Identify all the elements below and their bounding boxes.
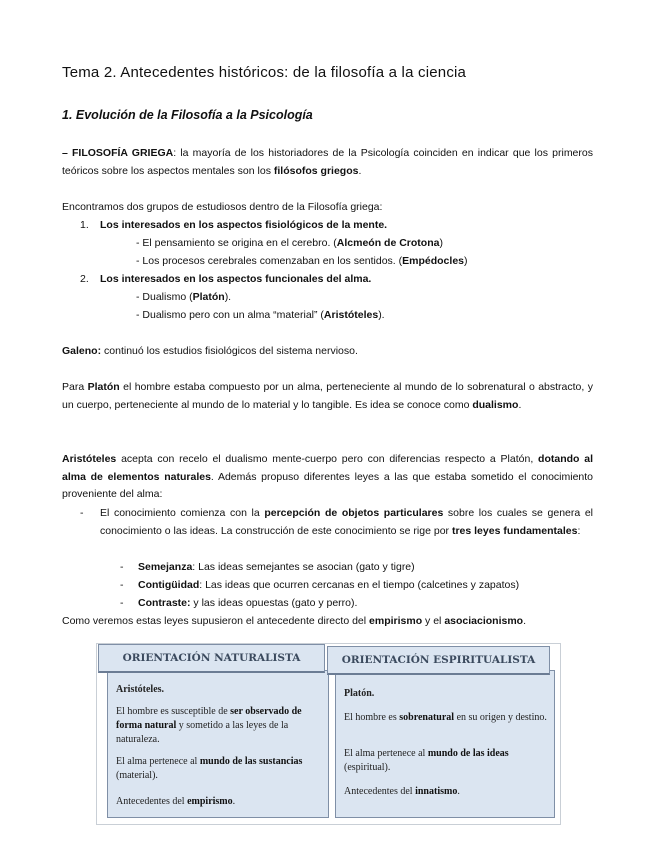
- group-1-item-1-end: ): [439, 237, 443, 249]
- conclusion-t3: .: [523, 615, 527, 627]
- platon-paragraph: [62, 379, 593, 414]
- intro-paragraph: [62, 145, 593, 180]
- platon-b1: Platón: [87, 381, 120, 393]
- naturalista-p3-b1: empirismo: [187, 796, 233, 807]
- espiritualista-p3-t1: Antecedentes del: [344, 786, 416, 797]
- law-contiguidad: [138, 577, 519, 595]
- platon-t3: .: [518, 398, 522, 411]
- platon-t1: Para: [62, 381, 88, 393]
- intro-end: .: [358, 164, 362, 177]
- naturalista-p1-t2: y sometido a las leyes de la naturaleza.: [116, 720, 289, 745]
- group-1-item-1-text: - El pensamiento se origina en el cerebro. (: [136, 237, 337, 249]
- law-semejanza: [138, 559, 415, 577]
- group-2-item-2: [136, 307, 385, 325]
- espiritualista-column: [335, 670, 555, 818]
- knowledge-t1: El conocimiento comienza con la: [100, 507, 265, 519]
- group-1-item-1-bold: Alcmeón de Crotona: [336, 237, 440, 249]
- knowledge-b2: tres leyes fundamentales: [451, 524, 578, 537]
- naturalista-p2-t2: (material).: [116, 770, 158, 781]
- galeno-paragraph: [62, 343, 358, 361]
- espiritualista-p1: [344, 711, 548, 725]
- law-2-dash: -: [120, 579, 124, 591]
- naturalista-p3-t1: Antecedentes del: [116, 796, 188, 807]
- espiritualista-name: Platón.: [344, 688, 375, 699]
- group-1-item-2-bold: Empédocles: [402, 255, 464, 267]
- naturalista-header: ORIENTACIÓN NATURALISTA: [98, 644, 325, 673]
- group-1-item-2-end: ): [464, 255, 468, 267]
- intro-dash: –: [62, 147, 73, 159]
- aristoteles-t2: . Además propuso diferentes leyes a las que estaba sometido el conocimiento proveniente del alma:: [62, 470, 594, 500]
- group-2-item-2-end: ).: [378, 309, 385, 321]
- espiritualista-p1-b1: sobrenatural: [399, 712, 455, 723]
- aristoteles-b1: Aristóteles: [62, 453, 117, 465]
- group-1-item-2: [136, 253, 468, 271]
- naturalista-p1-t1: El hombre es susceptible de: [116, 706, 231, 717]
- naturalista-p3: [116, 795, 322, 809]
- naturalista-column: [107, 670, 329, 818]
- law-1-bold: Semejanza: [138, 561, 193, 573]
- conclusion-paragraph: [62, 613, 526, 631]
- espiritualista-p3: [344, 785, 548, 799]
- aristoteles-paragraph: [62, 451, 593, 504]
- conclusion-t2: y el: [422, 615, 445, 627]
- law-3-text: y las ideas opuestas (gato y perro).: [190, 597, 358, 609]
- group-1-number: 1.: [80, 219, 89, 231]
- conclusion-b2: asociacionismo: [444, 615, 524, 627]
- group-1-label: Los interesados en los aspectos fisiológicos de la mente.: [100, 219, 388, 231]
- group-2-item-1-bold: Platón: [192, 291, 225, 303]
- law-2-bold: Contigüidad: [138, 579, 200, 591]
- law-3-dash: -: [120, 597, 124, 609]
- naturalista-p2-b1: mundo de las sustancias: [199, 756, 303, 767]
- group-2-label: Los interesados en los aspectos funcionales del alma.: [100, 273, 372, 285]
- espiritualista-p1-t2: en su origen y destino.: [454, 712, 547, 723]
- law-2-text: : Las ideas que ocurren cercanas en el tiempo (calcetines y zapatos): [199, 579, 520, 591]
- group-2-item-1-end: ).: [224, 291, 232, 303]
- intro-text: : la mayoría de los historiadores de la Psicología coinciden en indicar que los primeros teóricos sobre los aspectos mentales son los: [62, 147, 593, 177]
- platon-t2: el hombre estaba compuesto por un alma, perteneciente al mundo de lo sobrenatural o abstracto, y un cuerpo, perteneciente al mundo de lo material y lo tangible. Es idea se conoce como: [62, 381, 593, 411]
- law-1-dash: -: [120, 561, 124, 573]
- group-2-item-1: [136, 289, 231, 307]
- group-2-item-2-text: - Dualismo pero con un alma “material” (: [136, 309, 324, 321]
- group-1-item-1: [136, 235, 443, 253]
- naturalista-p3-t2: .: [232, 796, 236, 807]
- espiritualista-p2-t1: El alma pertenece al: [344, 748, 428, 759]
- platon-b2: dualismo: [472, 398, 519, 411]
- espiritualista-header: ORIENTACIÓN ESPIRITUALISTA: [327, 646, 550, 675]
- naturalista-p1-b1: ser observado de forma natural: [116, 706, 302, 731]
- intro-bold-end: filósofos griegos: [273, 164, 359, 177]
- conclusion-b1: empirismo: [369, 615, 423, 627]
- group-1-item-2-text: - Los procesos cerebrales comenzaban en los sentidos. (: [136, 255, 403, 267]
- espiritualista-p1-t1: El hombre es: [344, 712, 400, 723]
- espiritualista-p2: [344, 747, 548, 775]
- comparison-table: [96, 643, 561, 825]
- group-2-number: 2.: [80, 273, 89, 285]
- aristoteles-b2: dotando al alma de elementos naturales: [62, 453, 593, 483]
- section-heading: 1. Evolución de la Filosofía a la Psicología: [62, 108, 313, 122]
- law-3-bold: Contraste:: [138, 597, 191, 609]
- espiritualista-p3-b1: innatismo: [415, 786, 458, 797]
- conclusion-t1: Como veremos estas leyes supusieron el antecedente directo del: [62, 615, 370, 627]
- espiritualista-p3-t2: .: [457, 786, 460, 797]
- espiritualista-p2-t2: (espiritual).: [344, 762, 391, 773]
- knowledge-t3: :: [577, 524, 581, 537]
- knowledge-b1: percepción de objetos particulares: [264, 507, 444, 519]
- document-title: Tema 2. Antecedentes históricos: de la filosofía a la ciencia: [62, 64, 467, 81]
- galeno-text: continuó los estudios fisiológicos del sistema nervioso.: [101, 345, 358, 357]
- naturalista-name: Aristóteles.: [116, 684, 165, 695]
- intro-label: FILOSOFÍA GRIEGA: [72, 147, 174, 159]
- naturalista-p2-t1: El alma pertenece al: [116, 756, 200, 767]
- aristoteles-t1: acepta con recelo el dualismo mente-cuerpo pero con diferencias respecto a Platón,: [116, 453, 539, 465]
- law-contraste: [138, 595, 357, 613]
- galeno-label: Galeno:: [62, 345, 102, 357]
- espiritualista-p2-b1: mundo de las ideas: [427, 748, 509, 759]
- group-2-item-2-bold: Aristóteles: [323, 309, 379, 321]
- naturalista-p2: [116, 755, 322, 783]
- naturalista-p1: [116, 705, 322, 747]
- law-1-text: : Las ideas semejantes se asocian (gato y tigre): [192, 561, 415, 573]
- knowledge-item: [100, 505, 593, 540]
- group-2-item-1-text: - Dualismo (: [136, 291, 193, 303]
- knowledge-dash: -: [80, 507, 84, 519]
- groups-intro: Encontramos dos grupos de estudiosos dentro de la Filosofía griega:: [62, 201, 383, 213]
- knowledge-t2: sobre los cuales se genera el conocimiento o las ideas. La construcción de este conocimiento se rige por: [100, 507, 593, 537]
